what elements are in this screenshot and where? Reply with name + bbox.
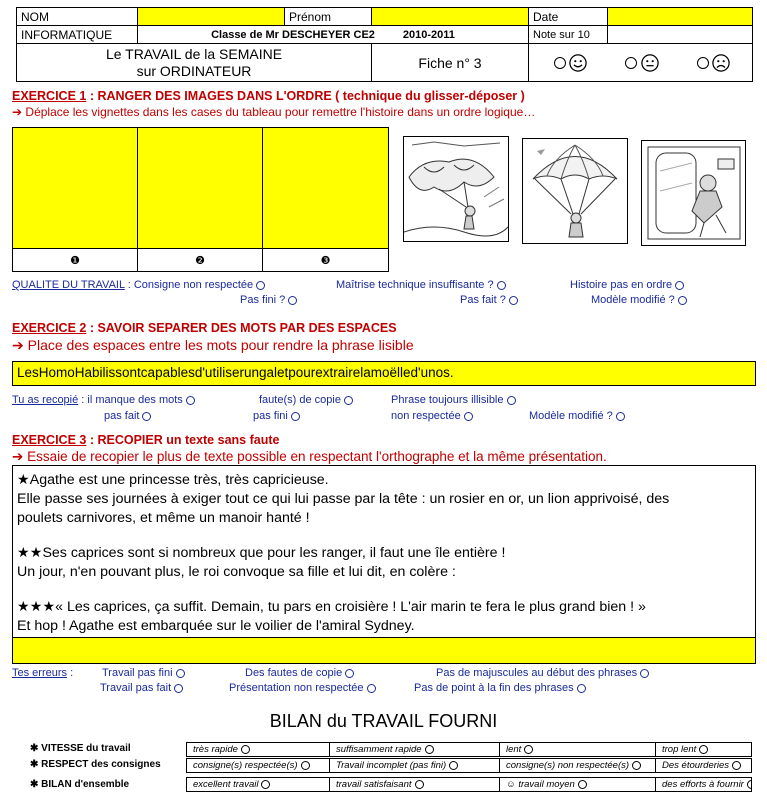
bilan-label-0: VITESSE du travail (41, 743, 131, 754)
bilan-row-respect (186, 758, 752, 773)
bilan-cell[interactable] (187, 759, 330, 772)
bilan-cell[interactable] (656, 778, 751, 791)
q-modele: Modèle modifié ? (591, 294, 675, 306)
e-pasfini: Travail pas fini (102, 667, 173, 679)
bilan-cell[interactable] (330, 743, 500, 756)
e-majuscules-item (436, 667, 649, 679)
bilan-cell[interactable] (500, 759, 656, 772)
check-e-pasfait[interactable] (174, 684, 183, 693)
title-cell (16, 43, 372, 82)
ex2-instruction (12, 337, 414, 354)
class-cell (137, 25, 529, 44)
r-nonresp-item (391, 410, 473, 422)
check-pasfait[interactable] (509, 296, 518, 305)
check-histoire[interactable] (675, 281, 684, 290)
ex2-number: EXERCICE 2 (12, 321, 87, 335)
p1-line-3: poulets carnivores, et même un manoir hanté ! (17, 510, 310, 526)
check-e-fautes[interactable] (345, 669, 354, 678)
drop-slot-2[interactable] (137, 127, 263, 249)
check-manque[interactable] (186, 396, 195, 405)
e-pasfini-item (12, 667, 73, 679)
bilan-cell[interactable] (656, 759, 751, 772)
check-r-pasfini[interactable] (291, 412, 300, 421)
check-r-nonresp[interactable] (464, 412, 473, 421)
quality-label: QUALITE DU TRAVAIL (12, 279, 125, 291)
r-pasfait: pas fait (104, 410, 140, 422)
q-pasfini-item (240, 294, 297, 306)
q-maitrise: Maîtrise technique insuffisante ? (336, 279, 494, 291)
e-point: Pas de point à la fin des phrases (414, 682, 574, 694)
ex1-number: EXERCICE 1 (12, 89, 87, 103)
drop-slot-1[interactable] (12, 127, 138, 249)
bilan-cell[interactable] (187, 778, 330, 791)
star-icon: ★★★ (17, 599, 56, 615)
bilan-cell[interactable] (330, 778, 500, 791)
title-line-1: Le TRAVAIL de la SEMAINE (105, 45, 283, 62)
note-field[interactable] (607, 25, 753, 44)
q-histoire-item (570, 279, 684, 291)
neutral-choice[interactable] (622, 54, 658, 72)
e-presentation-item (229, 682, 376, 694)
bilan-title: BILAN du TRAVAIL FOURNI (269, 711, 498, 731)
r-modele: Modèle modifié ? (529, 410, 613, 422)
q-modele-item (591, 294, 687, 306)
r-pasfini-item (253, 410, 300, 422)
check-modele[interactable] (678, 296, 687, 305)
neutral-face-icon (641, 54, 659, 72)
bilan-cell[interactable] (187, 743, 330, 756)
ex3-instruction (12, 449, 607, 465)
bilan-row-vitesse (186, 742, 752, 757)
story-image-plane-door[interactable] (641, 140, 746, 246)
check-e-majuscules[interactable] (640, 669, 649, 678)
ex2-title-text: : SAVOIR SEPARER DES MOTS PAR DES ESPACES (86, 321, 397, 335)
ex3-title-text: : RECOPIER un texte sans faute (86, 433, 280, 447)
bilan-text: des efforts à fournir (662, 779, 744, 790)
ex2-sentence-field[interactable]: LesHomoHabilissontcapablesd'utiliserungaletpourextrairelamoëlled'unos. (12, 361, 756, 386)
p2-text-1: Ses caprices sont si nombreux que pour les ranger, il faut une île entière ! (42, 545, 506, 561)
title-line-2: sur ORDINATEUR (136, 62, 252, 79)
asterisk-icon: ✱ (30, 759, 42, 770)
bilan-label-ensemble (30, 779, 129, 790)
asterisk-icon: ✱ (30, 779, 42, 790)
ex1-instruction-text: Déplace les vignettes dans les cases du tableau pour remettre l'histoire dans un ordre logique… (22, 105, 536, 119)
p2-line-1 (17, 544, 751, 563)
bilan-cell[interactable] (500, 743, 656, 756)
p1-text-1: Agathe est une princesse très, très capricieuse. (29, 472, 329, 488)
bilan-text: trop lent (662, 744, 697, 755)
e-point-item (414, 682, 586, 694)
q-consigne: : Consigne non respectée (124, 279, 254, 291)
star-icon: ★ (17, 472, 30, 488)
bilan-text: Des étourderies (662, 760, 730, 771)
p3-line-2: Et hop ! Agathe est embarquée sur le voilier de l'amiral Sydney. (17, 618, 415, 634)
check-e-point[interactable] (577, 684, 586, 693)
slot-number-2: ❷ (137, 248, 263, 272)
p3-text-1: « Les caprices, ça suffit. Demain, tu pars en croisière ! L'air marin te fera le plus grand bien ! » (55, 599, 646, 615)
story-image-storm[interactable] (403, 136, 509, 242)
ex3-number: EXERCICE 3 (12, 433, 87, 447)
r-manque: : il manque des mots (78, 394, 183, 406)
bilan-text: très rapide (193, 744, 238, 755)
asterisk-icon: ✱ (30, 743, 42, 754)
r-pasfait-item (104, 410, 151, 422)
errors-label: Tes erreurs (12, 667, 68, 679)
check-e-pasfini[interactable] (176, 669, 185, 678)
arrow-right-icon: ➔ (12, 105, 23, 119)
r-illisible-item (391, 394, 516, 406)
e-presentation: Présentation non respectée (229, 682, 364, 694)
p1-line-2: Elle passe ses journées à exiger tout ce qui lui passe par la tête : un rosier en or, un lion apprivoisé, des (17, 491, 670, 507)
year-label: 2010-2011 (402, 28, 455, 41)
r-manque-item (12, 394, 195, 406)
q-histoire: Histoire pas en ordre (570, 279, 673, 291)
e-fautes: Des fautes de copie (245, 667, 343, 679)
ex1-instruction (12, 105, 535, 119)
subject-label: INFORMATIQUE (16, 25, 138, 44)
story-image-parachute[interactable] (522, 138, 628, 244)
q-maitrise-item (336, 279, 506, 291)
prenom-label: Prénom (284, 7, 372, 26)
check-pasfini[interactable] (288, 296, 297, 305)
note-label: Note sur 10 (528, 25, 608, 44)
ex1-title (12, 89, 525, 103)
e-majuscules: Pas de majuscules au début des phrases (436, 667, 638, 679)
errors-sep: : (67, 667, 74, 679)
ex3-model-text (12, 465, 756, 638)
smiley-cell (528, 43, 753, 82)
ex3-instruction-text: Essaie de recopier le plus de texte possible en respectant l'orthographe et la même présentation. (23, 449, 607, 464)
bilan-text: excellent travail (193, 779, 259, 790)
fiche-label: Fiche n° 3 (371, 43, 529, 82)
bilan-row-ensemble (186, 777, 752, 792)
ex2-instruction-text: Place des espaces entre les mots pour rendre la phrase lisible (23, 337, 414, 353)
p1-line-1 (17, 471, 751, 490)
e-pasfait-item (100, 682, 183, 694)
bilan-text: ☺ travail moyen (506, 779, 575, 790)
bilan-text: travail satisfaisant (336, 779, 412, 790)
ex1-title-text: : RANGER DES IMAGES DANS L'ORDRE ( technique du glisser-déposer ) (86, 89, 525, 103)
q-pasfait: Pas fait ? (460, 294, 506, 306)
bilan-text: consigne(s) non respectée(s) (506, 760, 630, 771)
sad-choice[interactable] (694, 54, 730, 72)
bilan-label-respect (30, 759, 161, 770)
star-icon: ★★ (17, 545, 43, 561)
arrow-right-icon: ➔ (12, 449, 24, 464)
date-label: Date (528, 7, 608, 26)
check-e-presentation[interactable] (367, 684, 376, 693)
e-fautes-item (245, 667, 354, 679)
date-field[interactable] (607, 7, 753, 26)
bilan-text: suffisamment rapide (336, 744, 422, 755)
p2-line-2: Un jour, n'en pouvant plus, le roi convoque sa fille et lui dit, en colère : (17, 564, 456, 580)
check-maitrise[interactable] (497, 281, 506, 290)
ex3-copy-field[interactable] (12, 637, 756, 664)
arrow-right-icon: ➔ (12, 337, 24, 353)
nom-field[interactable] (137, 7, 285, 26)
bilan-text: Travail incomplet (pas fini) (336, 760, 447, 771)
prenom-field[interactable] (371, 7, 529, 26)
ex3-title (12, 433, 279, 447)
bilan-label-vitesse (30, 743, 131, 754)
r-fautes: faute(s) de copie (259, 394, 341, 406)
r-nonresp: non respectée (391, 410, 461, 422)
ex2-title (12, 321, 397, 335)
bilan-text: consigne(s) respectée(s) (193, 760, 298, 771)
happy-face-icon (569, 54, 587, 72)
happy-choice[interactable] (551, 54, 587, 72)
p3-line-1 (17, 598, 751, 617)
q-pasfini: Pas fini ? (240, 294, 286, 306)
nom-label: NOM (16, 7, 138, 26)
bilan-cell[interactable] (330, 759, 500, 772)
bilan-text: lent (506, 744, 522, 755)
bilan-cell[interactable] (500, 778, 656, 791)
check-consigne[interactable] (256, 281, 265, 290)
slot-number-3: ❸ (262, 248, 389, 272)
e-pasfini-wrap (102, 667, 185, 679)
r-fautes-item (259, 394, 353, 406)
sad-face-icon (712, 54, 730, 72)
drop-slot-3[interactable] (262, 127, 389, 249)
check-illisible[interactable] (507, 396, 516, 405)
check-fautes[interactable] (344, 396, 353, 405)
ex1-quality-1 (12, 279, 265, 291)
r-pasfini: pas fini (253, 410, 288, 422)
bilan-label-1: RESPECT des consignes (41, 759, 161, 770)
e-pasfait: Travail pas fait (100, 682, 172, 694)
check-r-modele[interactable] (616, 412, 625, 421)
bilan-cell[interactable] (656, 743, 751, 756)
check-r-pasfait[interactable] (142, 412, 151, 421)
bilan-label-2: BILAN d'ensemble (41, 779, 130, 790)
recopie-label: Tu as recopié (12, 394, 79, 406)
q-pasfait-item (460, 294, 518, 306)
slot-number-1: ❶ (12, 248, 138, 272)
class-label: Classe de Mr DESCHEYER CE2 (211, 28, 375, 41)
r-modele-item (529, 410, 625, 422)
r-illisible: Phrase toujours illisible (391, 394, 504, 406)
